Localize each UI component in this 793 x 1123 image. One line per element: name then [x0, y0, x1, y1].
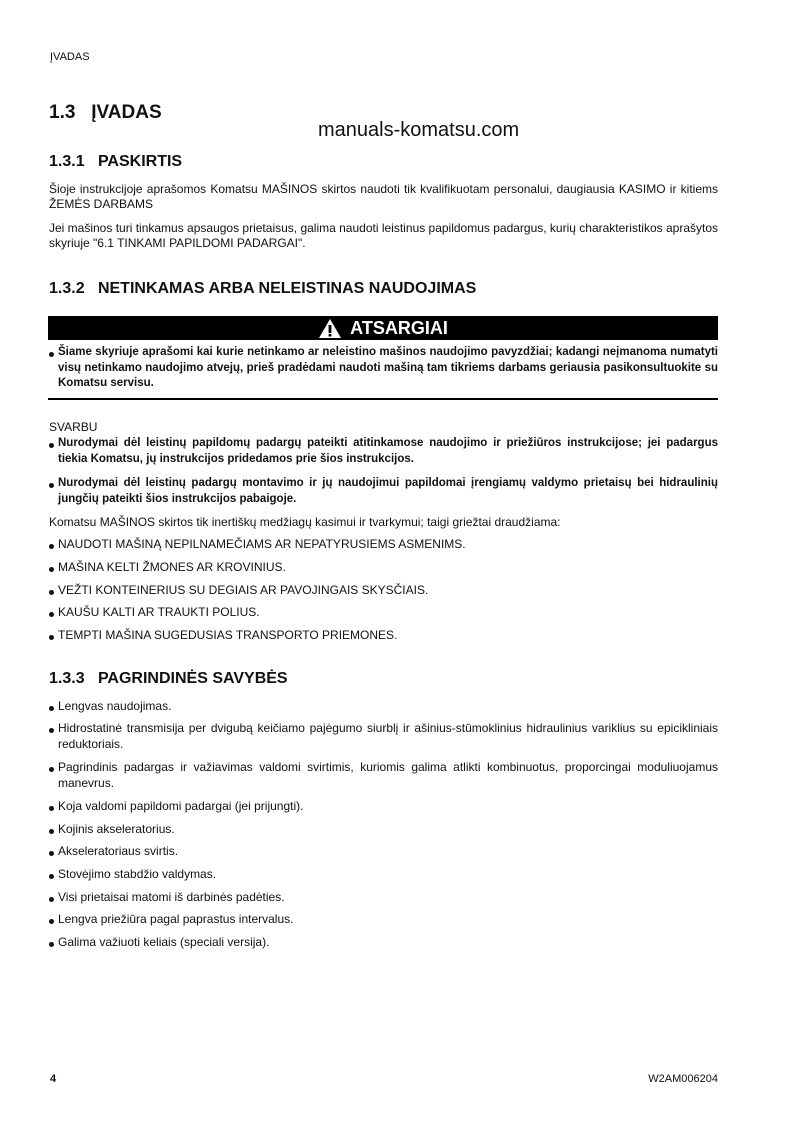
- prohibited-item: VEŽTI KONTEINERIUS SU DEGIAIS AR PAVOJINGAIS SKYSČIAIS.: [49, 583, 718, 599]
- caution-banner: [48, 316, 718, 340]
- feature-item: Hidrostatinė transmisija per dvigubą keičiamo pajėgumo siurblį ir ašinius-stūmoklinius hidraulinius variklius su epicikliniais reduktoriais.: [49, 721, 718, 752]
- divider: [48, 398, 718, 400]
- subsection-number: 1.3.1: [49, 153, 85, 170]
- prohibited-item: KAUŠU KALTI AR TRAUKTI POLIUS.: [49, 605, 718, 621]
- subsection-heading-1-3-2: [49, 280, 476, 298]
- prohibited-item: TEMPTI MAŠINA SUGEDUSIAS TRANSPORTO PRIEMONES.: [49, 628, 718, 644]
- feature-item: Kojinis akseleratorius.: [49, 822, 718, 838]
- important-item: Nurodymai dėl leistinų papildomų padargų pateikti atitinkamose naudojimo ir priežiūros instrukcijose; jei padargus tiekia Komatsu, jų instrukcijos pridedamos prie šios instrukcijos.: [49, 436, 718, 467]
- warning-triangle-icon: [318, 318, 342, 339]
- feature-item: Koja valdomi papildomi padargai (jei prijungti).: [49, 799, 718, 815]
- feature-item: Lengvas naudojimas.: [49, 699, 718, 715]
- feature-item: Lengva priežiūra pagal paprastus intervalus.: [49, 912, 718, 928]
- subsection-heading-1-3-1: [49, 153, 182, 171]
- caution-text: Šiame skyriuje aprašomi kai kurie netinkamo ar neleistino mašinos naudojimo pavyzdžiai; kadangi neįmanoma numatyti visų netinkamo naudojimo atvejų, prieš pradėdami naudoti mašiną tam tikriems darbams geriausia pasikonsultuokite su Komatsu servisu.: [49, 345, 718, 392]
- subsection-title: PAGRINDINĖS SAVYBĖS: [97, 670, 288, 687]
- subsection-number: 1.3.3: [49, 670, 85, 687]
- prohibited-item: NAUDOTI MAŠINĄ NEPILNAMEČIAMS AR NEPATYRUSIEMS ASMENIMS.: [49, 537, 718, 553]
- page-number: 4: [50, 1073, 57, 1085]
- important-item: Nurodymai dėl leistinų padargų montavimo ir jų naudojimui papildomai įrengiamų valdymo prietaisų bei hidraulinių jungčių pateikti šios instrukcijos pabaigoje.: [49, 476, 718, 507]
- section-heading: [49, 102, 162, 124]
- caution-label: ATSARGIAI: [350, 317, 448, 338]
- paragraph: Jei mašinos turi tinkamus apsaugos prietaisus, galima naudoti leistinus papildomus padargus, kurių charakteristikos aprašytos skyriuje "6.1 TINKAMI PAPILDOMI PADARGAI".: [49, 221, 718, 250]
- feature-item: Pagrindinis padargas ir važiavimas valdomi svirtimis, kuriomis galima atlikti kombinuotus, proporcingai moduliuojamus manevrus.: [49, 760, 718, 791]
- document-code: W2AM006204: [648, 1073, 718, 1085]
- feature-item: Visi prietaisai matomi iš darbinės padėties.: [49, 890, 718, 906]
- feature-item: Akseleratoriaus svirtis.: [49, 844, 718, 860]
- prohibited-item: MAŠINA KELTI ŽMONES AR KROVINIUS.: [49, 560, 718, 576]
- important-label: SVARBU: [49, 420, 98, 434]
- section-title: ĮVADAS: [91, 102, 162, 123]
- subsection-heading-1-3-3: [49, 670, 288, 688]
- prohibited-intro: Komatsu MAŠINOS skirtos tik inertiškų medžiagų kasimui ir tvarkymui; taigi griežtai draudžiama:: [49, 515, 561, 529]
- watermark: manuals-komatsu.com: [318, 119, 520, 141]
- subsection-title: NETINKAMAS ARBA NELEISTINAS NAUDOJIMAS: [97, 280, 477, 297]
- feature-item: Galima važiuoti keliais (speciali versija).: [49, 935, 718, 951]
- running-header: ĮVADAS: [50, 51, 90, 63]
- subsection-number: 1.3.2: [49, 280, 85, 297]
- subsection-title: PASKIRTIS: [97, 153, 183, 170]
- feature-item: Stovėjimo stabdžio valdymas.: [49, 867, 718, 883]
- section-number: 1.3: [49, 102, 76, 123]
- paragraph: Šioje instrukcijoje aprašomos Komatsu MAŠINOS skirtos naudoti tik kvalifikuotam personalui, daugiausia KASIMO ir kitiems ŽEMĖS DARBAMS: [49, 182, 718, 211]
